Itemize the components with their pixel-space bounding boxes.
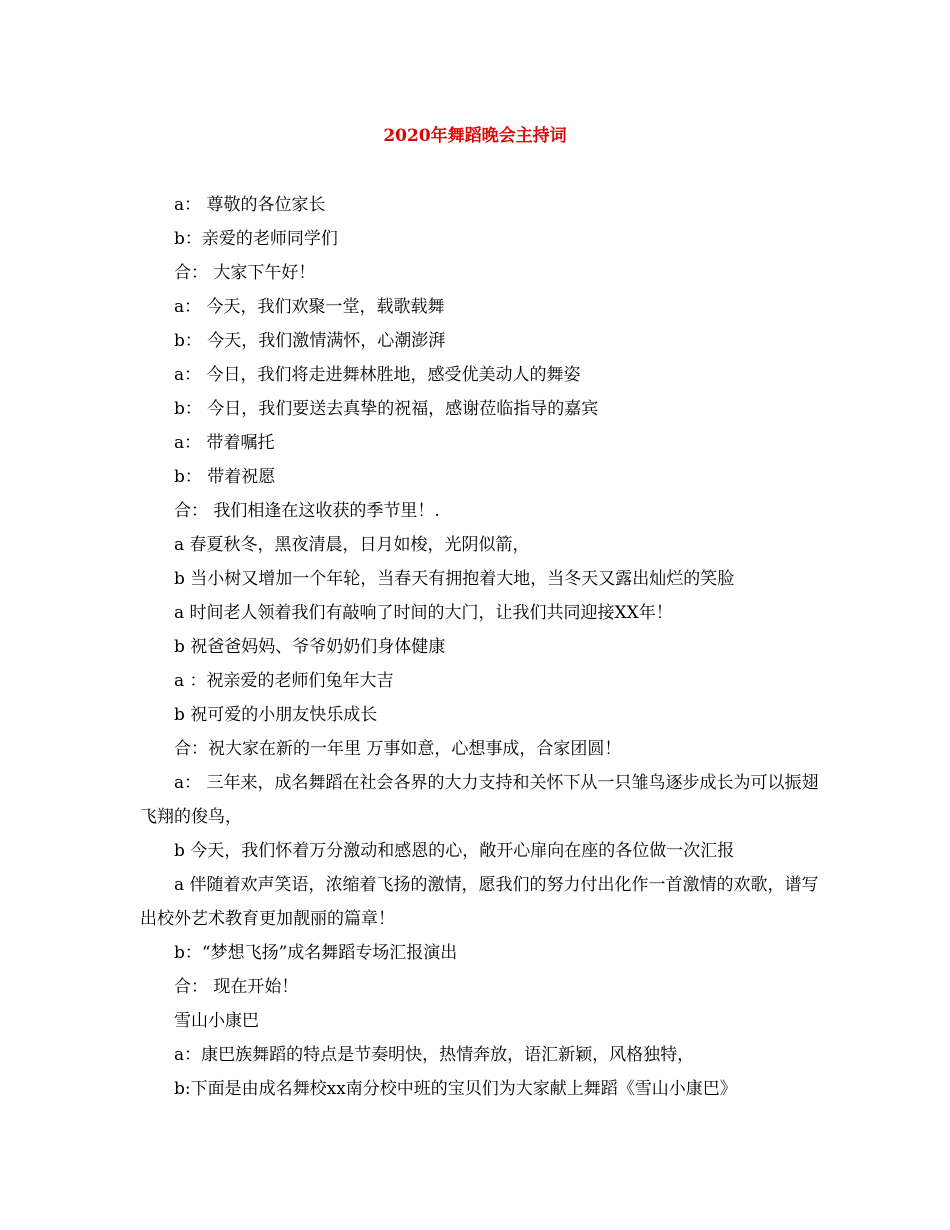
paragraph: 合： 现在开始！	[174, 977, 299, 997]
document-body	[140, 188, 820, 1106]
paragraph: 合： 我们相逢在这收获的季节里！.	[174, 501, 440, 521]
paragraph: a ：祝亲爱的老师们兔年大吉	[174, 671, 394, 691]
paragraph: a： 三年来，成名舞蹈在社会各界的大力支持和关怀下从一只雏鸟逐步成长为可以振翅飞翔的俊鸟，	[140, 773, 819, 827]
paragraph: b:下面是由成名舞校xx南分校中班的宝贝们为大家献上舞蹈《雪山小康巴》	[174, 1079, 737, 1099]
paragraph: b 祝爸爸妈妈、爷爷奶奶们身体健康	[174, 637, 446, 657]
paragraph: b：亲爱的老师同学们	[174, 229, 338, 249]
paragraph: b：“梦想飞扬”成名舞蹈专场汇报演出	[174, 943, 458, 963]
paragraph: a 伴随着欢声笑语，浓缩着飞扬的激情，愿我们的努力付出化作一首激情的欢歌，谱写出校外艺术教育更加靓丽的篇章！	[140, 875, 819, 929]
paragraph: a 时间老人领着我们有敲响了时间的大门，让我们共同迎接XX年！	[174, 603, 673, 623]
paragraph: b 祝可爱的小朋友快乐成长	[174, 705, 378, 725]
paragraph: a： 今日，我们将走进舞林胜地，感受优美动人的舞姿	[174, 365, 581, 385]
paragraph: a： 今天，我们欢聚一堂，载歌载舞	[174, 297, 445, 317]
paragraph: 合：祝大家在新的一年里 万事如意，心想事成，合家团圆！	[174, 739, 622, 759]
paragraph: a：康巴族舞蹈的特点是节奏明快，热情奔放，语汇新颖，风格独特，	[174, 1045, 695, 1065]
paragraph: 雪山小康巴	[174, 1011, 259, 1031]
paragraph: b： 今天，我们激情满怀，心潮澎湃	[174, 331, 446, 351]
paragraph: b 今天，我们怀着万分激动和感恩的心，敞开心扉向在座的各位做一次汇报	[174, 841, 735, 861]
paragraph: a 春夏秋冬，黑夜清晨，日月如梭，光阴似箭，	[174, 535, 530, 555]
paragraph: 合： 大家下午好！	[174, 263, 316, 283]
document-title: 2020年舞蹈晚会主持词	[383, 126, 567, 146]
paragraph: b： 今日，我们要送去真挚的祝福，感谢莅临指导的嘉宾	[174, 399, 599, 419]
paragraph: a： 尊敬的各位家长	[174, 195, 326, 215]
paragraph: b 当小树又增加一个年轮，当春天有拥抱着大地，当冬天又露出灿烂的笑脸	[174, 569, 735, 589]
paragraph: b： 带着祝愿	[174, 467, 276, 487]
paragraph: a： 带着嘱托	[174, 433, 275, 453]
